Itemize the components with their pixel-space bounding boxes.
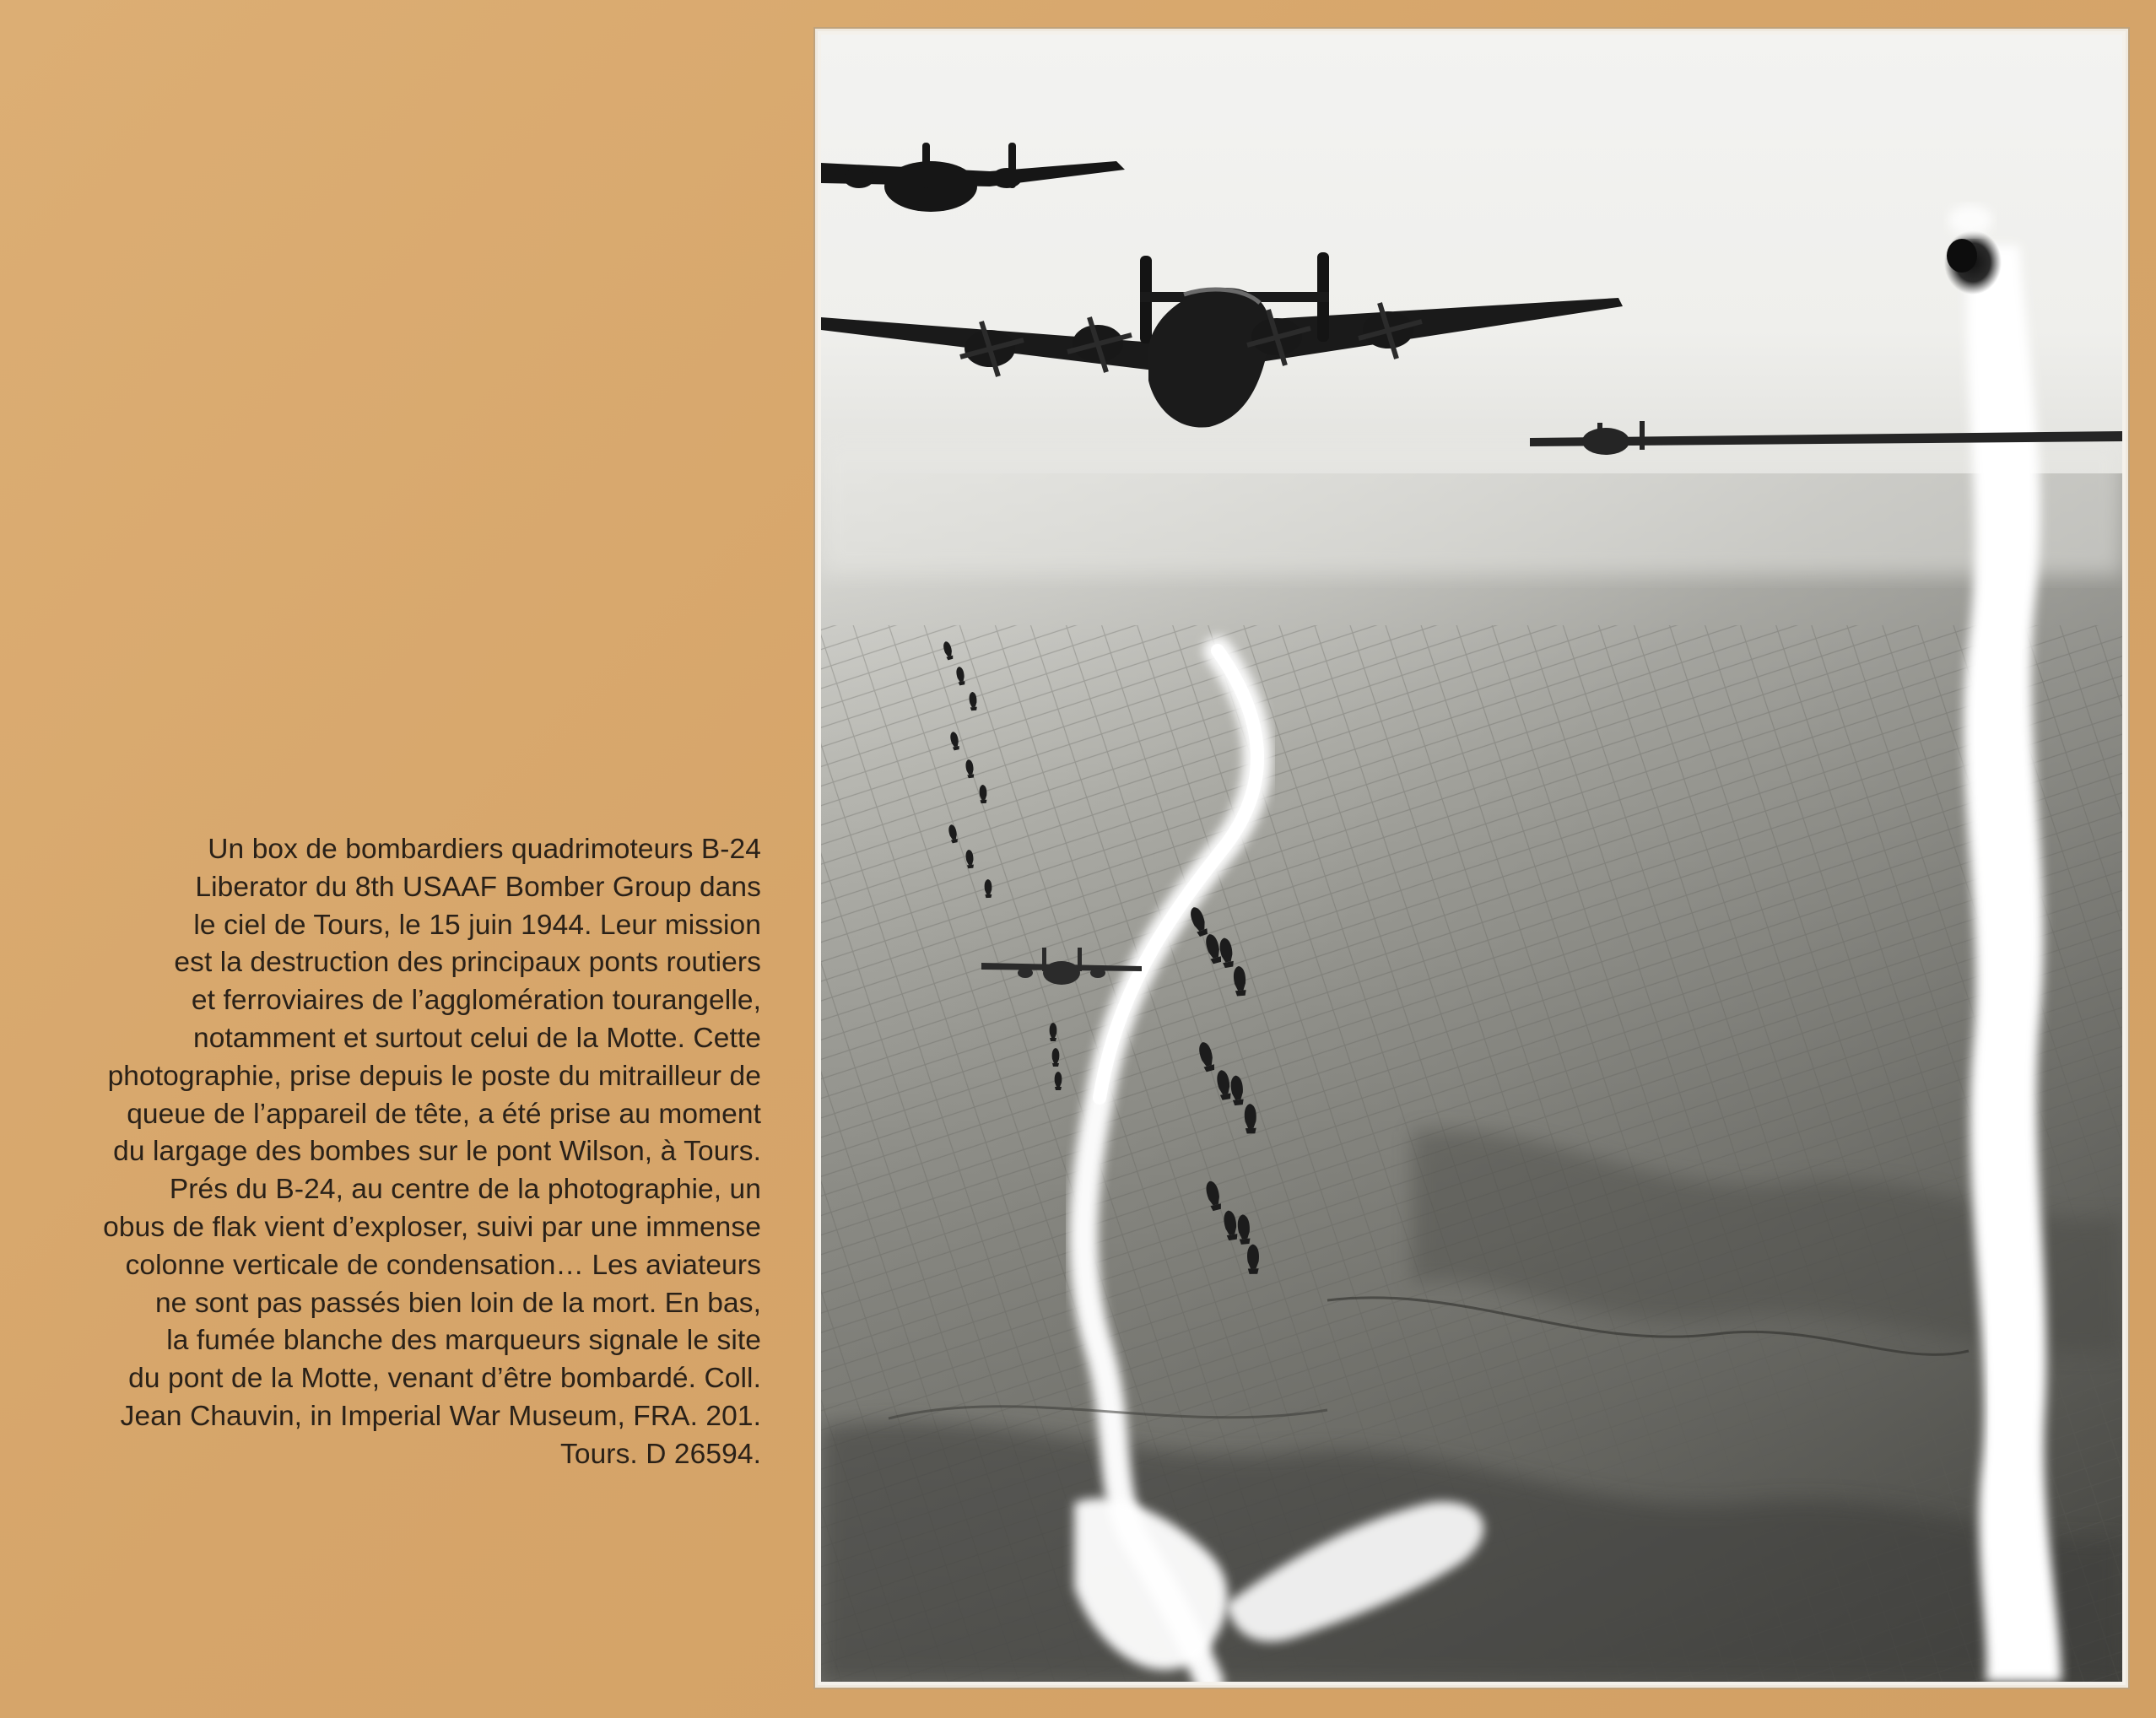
caption-line: Prés du B-24, au centre de la photographie, un [169,1174,761,1206]
caption-line: Jean Chauvin, in Imperial War Museum, FRA. 201. [120,1400,761,1432]
photo-frame [815,29,2128,1688]
caption-line: notamment et surtout celui de la Motte. Cette [193,1022,761,1054]
caption-line: ne sont pas passés bien loin de la mort. En bas, [154,1287,761,1319]
photo-caption [17,831,761,1474]
caption-line: et ferroviaires de l’agglomération tourangelle, [191,985,761,1017]
caption-line: photographie, prise depuis le poste du mitrailleur de [107,1060,761,1092]
caption-line: Tours. D 26594. [560,1438,761,1470]
caption-line: du largage des bombes sur le pont Wilson, à Tours. [113,1136,761,1168]
caption-line: est la destruction des principaux ponts routiers [174,947,761,979]
bomber-photograph [821,35,2122,1682]
caption-line: Un box de bombardiers quadrimoteurs B-24 [208,834,761,865]
caption-line: queue de l’appareil de tête, a été prise au moment [127,1098,761,1130]
caption-line: Liberator du 8th USAAF Bomber Group dans [195,871,761,903]
caption-line: le ciel de Tours, le 15 juin 1944. Leur mission [193,909,761,941]
caption-line: obus de flak vient d’exploser, suivi par une immense [103,1211,761,1243]
caption-line: colonne verticale de condensation… Les aviateurs [125,1249,761,1281]
caption-line: du pont de la Motte, venant d’être bombardé. Coll. [128,1363,761,1395]
caption-line: la fumée blanche des marqueurs signale le site [166,1325,761,1357]
